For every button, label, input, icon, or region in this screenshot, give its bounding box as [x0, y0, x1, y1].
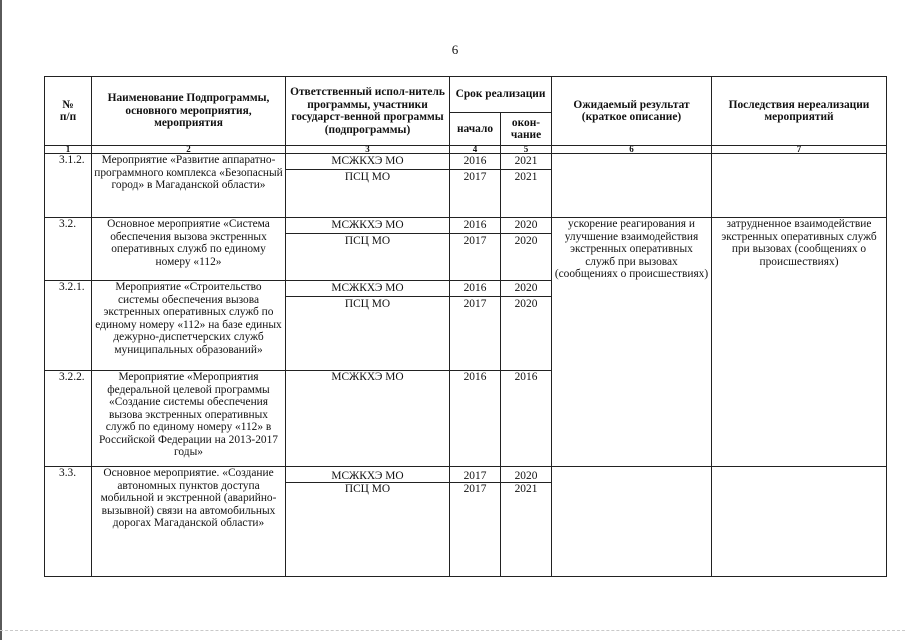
row-starts [450, 154, 501, 218]
row-result: ускорение реагирования и улучшение взаимодействия экстренных оперативных служб при вызовах (сообщениях о происшествиях) [552, 218, 712, 467]
header-no: № п/п [45, 77, 92, 146]
row-executors [286, 467, 450, 577]
row-number: 3.2. [45, 218, 92, 281]
row-result [552, 467, 712, 577]
start-year: 2016 [450, 154, 500, 170]
row-number: 3.2.1. [45, 281, 92, 371]
executor: ПСЦ МО [344, 483, 391, 495]
row-name: Мероприятие «Мероприятия федеральной целевой программы «Создание системы обеспечения вызова экстренных оперативных служб по единому номеру «112» в Российской Федерации на 2013-2017 годы» [92, 371, 286, 467]
start-year: 2017 [463, 171, 487, 183]
end-year: 2020 [501, 470, 551, 483]
end-year: 2020 [514, 298, 538, 310]
table-row [45, 467, 887, 577]
page-number: 6 [451, 42, 459, 57]
row-name: Основное мероприятие «Система обеспечения вызова экстренных оперативных служб по единому номеру «112» [92, 218, 286, 281]
executor: МСЖКХЭ МО [286, 281, 449, 297]
scan-edge-line [0, 0, 2, 640]
row-ends [501, 467, 552, 577]
column-number: 2 [92, 146, 286, 154]
header-executor: Ответственный испол-нитель программы, участники государст-венной программы (подпрограммы) [286, 77, 450, 146]
column-number: 4 [450, 146, 501, 154]
header-start: начало [450, 113, 501, 146]
row-number: 3.2.2. [45, 371, 92, 467]
row-ends [501, 218, 552, 281]
row-name: Основное мероприятие. «Создание автономных пунктов доступа мобильной и экстренной (аварийно-вызывной) связи на автомобильных дорогах Магаданской области» [92, 467, 286, 577]
row-executors [286, 281, 450, 371]
start-year: 2017 [463, 235, 487, 247]
row-consequence [712, 467, 887, 577]
start-year: 2016 [450, 218, 500, 234]
start-year: 2017 [450, 470, 500, 483]
row-name: Мероприятие «Развитие аппаратно-программного комплекса «Безопасный город» в Магаданской области» [92, 154, 286, 218]
start-year: 2016 [450, 281, 500, 297]
row-ends [501, 281, 552, 371]
end-year: 2020 [514, 235, 538, 247]
column-number: 7 [712, 146, 887, 154]
end-year: 2021 [514, 171, 538, 183]
row-result [552, 154, 712, 218]
row-ends [501, 154, 552, 218]
row-starts [450, 281, 501, 371]
column-number: 5 [501, 146, 552, 154]
row-name: Мероприятие «Строительство системы обеспечения вызова экстренных оперативных служб по единому номеру «112» на базе единых дежурно-диспетчерских служб муниципальных образований» [92, 281, 286, 371]
end-year: 2016 [501, 371, 552, 467]
header-period: Срок реализации [450, 77, 552, 113]
start-year: 2016 [450, 371, 501, 467]
executor: МСЖКХЭ МО [286, 154, 449, 170]
header-name: Наименование Подпрограммы, основного мероприятия, мероприятия [92, 77, 286, 146]
header-end: окон-чание [501, 113, 552, 146]
executor: МСЖКХЭ МО [286, 371, 450, 467]
header-consequence: Последствия нереализации мероприятий [712, 77, 887, 146]
executor: МСЖКХЭ МО [286, 218, 449, 234]
program-measures-table [44, 76, 887, 577]
executor: ПСЦ МО [344, 298, 391, 310]
row-starts [450, 218, 501, 281]
row-starts [450, 467, 501, 577]
row-consequence [712, 154, 887, 218]
row-number: 3.1.2. [45, 154, 92, 218]
column-number: 1 [45, 146, 92, 154]
header-result: Ожидаемый результат (краткое описание) [552, 77, 712, 146]
row-executors [286, 154, 450, 218]
row-executors [286, 218, 450, 281]
column-number: 3 [286, 146, 450, 154]
header-row-1 [45, 77, 887, 113]
row-number: 3.3. [45, 467, 92, 577]
executor: ПСЦ МО [344, 171, 391, 183]
start-year: 2017 [463, 298, 487, 310]
row-consequence: затрудненное взаимодействие экстренных оперативных служб при вызовах (сообщениях о происшествиях) [712, 218, 887, 467]
end-year: 2020 [501, 218, 551, 234]
executor: ПСЦ МО [344, 235, 391, 247]
start-year: 2017 [463, 483, 487, 495]
end-year: 2021 [514, 483, 538, 495]
table-row [45, 218, 887, 281]
executor: МСЖКХЭ МО [286, 470, 449, 483]
column-number: 6 [552, 146, 712, 154]
scan-bottom-edge [0, 630, 905, 631]
end-year: 2020 [501, 281, 551, 297]
column-number-row [45, 146, 887, 154]
end-year: 2021 [501, 154, 551, 170]
table-row [45, 154, 887, 218]
